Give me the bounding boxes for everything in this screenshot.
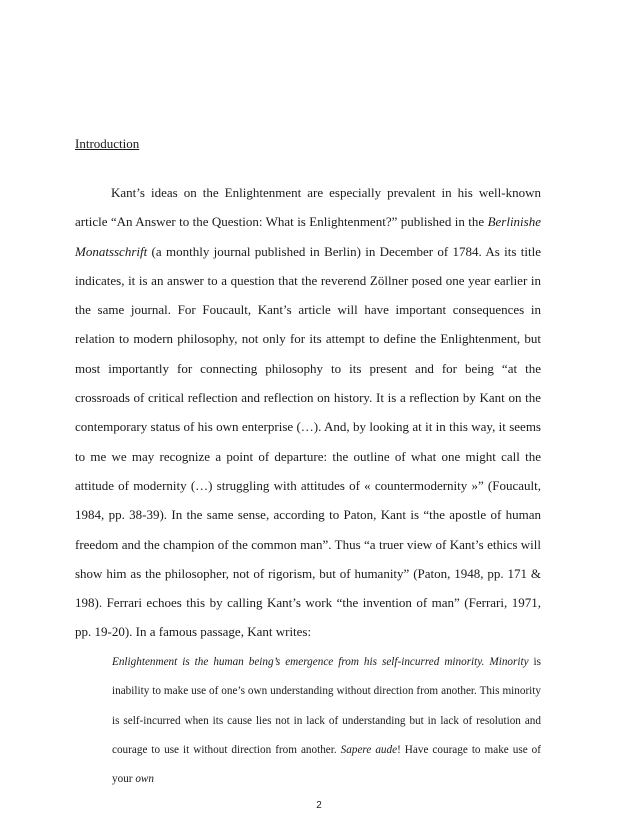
body-paragraph (75, 178, 541, 647)
quote-italic-own: own (135, 773, 154, 786)
quote-part-4: ! Have courage to make use of your (112, 743, 541, 786)
quote-part-2: is inability to make use of one’s own understanding without direction from another. This minority is self-incurred when its cause lies not in lack of understanding but in lack of resolution and courage to use it without direction from another. (112, 656, 541, 756)
quote-sapere-aude: Sapere aude (340, 743, 398, 756)
paragraph-part-1: Kant’s ideas on the Enlightenment are especially prevalent in his well-known article “An Answer to the Question: What is Enlightenment?” published in the (75, 185, 541, 230)
journal-title: Berlinishe Monatsschrift (75, 214, 541, 259)
section-heading: Introduction (75, 136, 140, 151)
quote-italic-opening: Enlightenment is the human being’s emergence from his self-incurred minority. Minority (112, 656, 529, 668)
paragraph-text (75, 178, 541, 647)
block-quote (112, 648, 541, 794)
paragraph-part-2: (a monthly journal published in Berlin) in December of 1784. As its title indicates, it is an answer to a question that the reverend Zöllner posed one year earlier in the same journal. For Foucault, Kant’s article will have important consequences in relation to modern philosophy, not only for its attempt to define the Enlightenment, but most importantly for connecting philosophy to its present and for being “at the crossroads of critical reflection and reflection on history. It is a reflection by Kant on the contemporary status of his own enterprise (…). And, by looking at it in this way, it seems to me we may recognize a point of departure: the outline of what one might call the attitude of modernity (…) struggling with attitudes of « countermodernity »” (Foucault, 1984, pp. 38-39). In the same sense, according to Paton, Kant is “the apostle of human freedom and the champion of the common man”. Thus “a truer view of Kant’s ethics will show him as the philosopher, not of rigorism, but of humanity” (Paton, 1948, pp. 171 & 198). Ferrari echoes this by calling Kant’s work “the invention of man” (Ferrari, 1971, pp. 19-20). In a famous passage, Kant writes: (75, 243, 541, 640)
page-number: 2 (316, 800, 322, 811)
